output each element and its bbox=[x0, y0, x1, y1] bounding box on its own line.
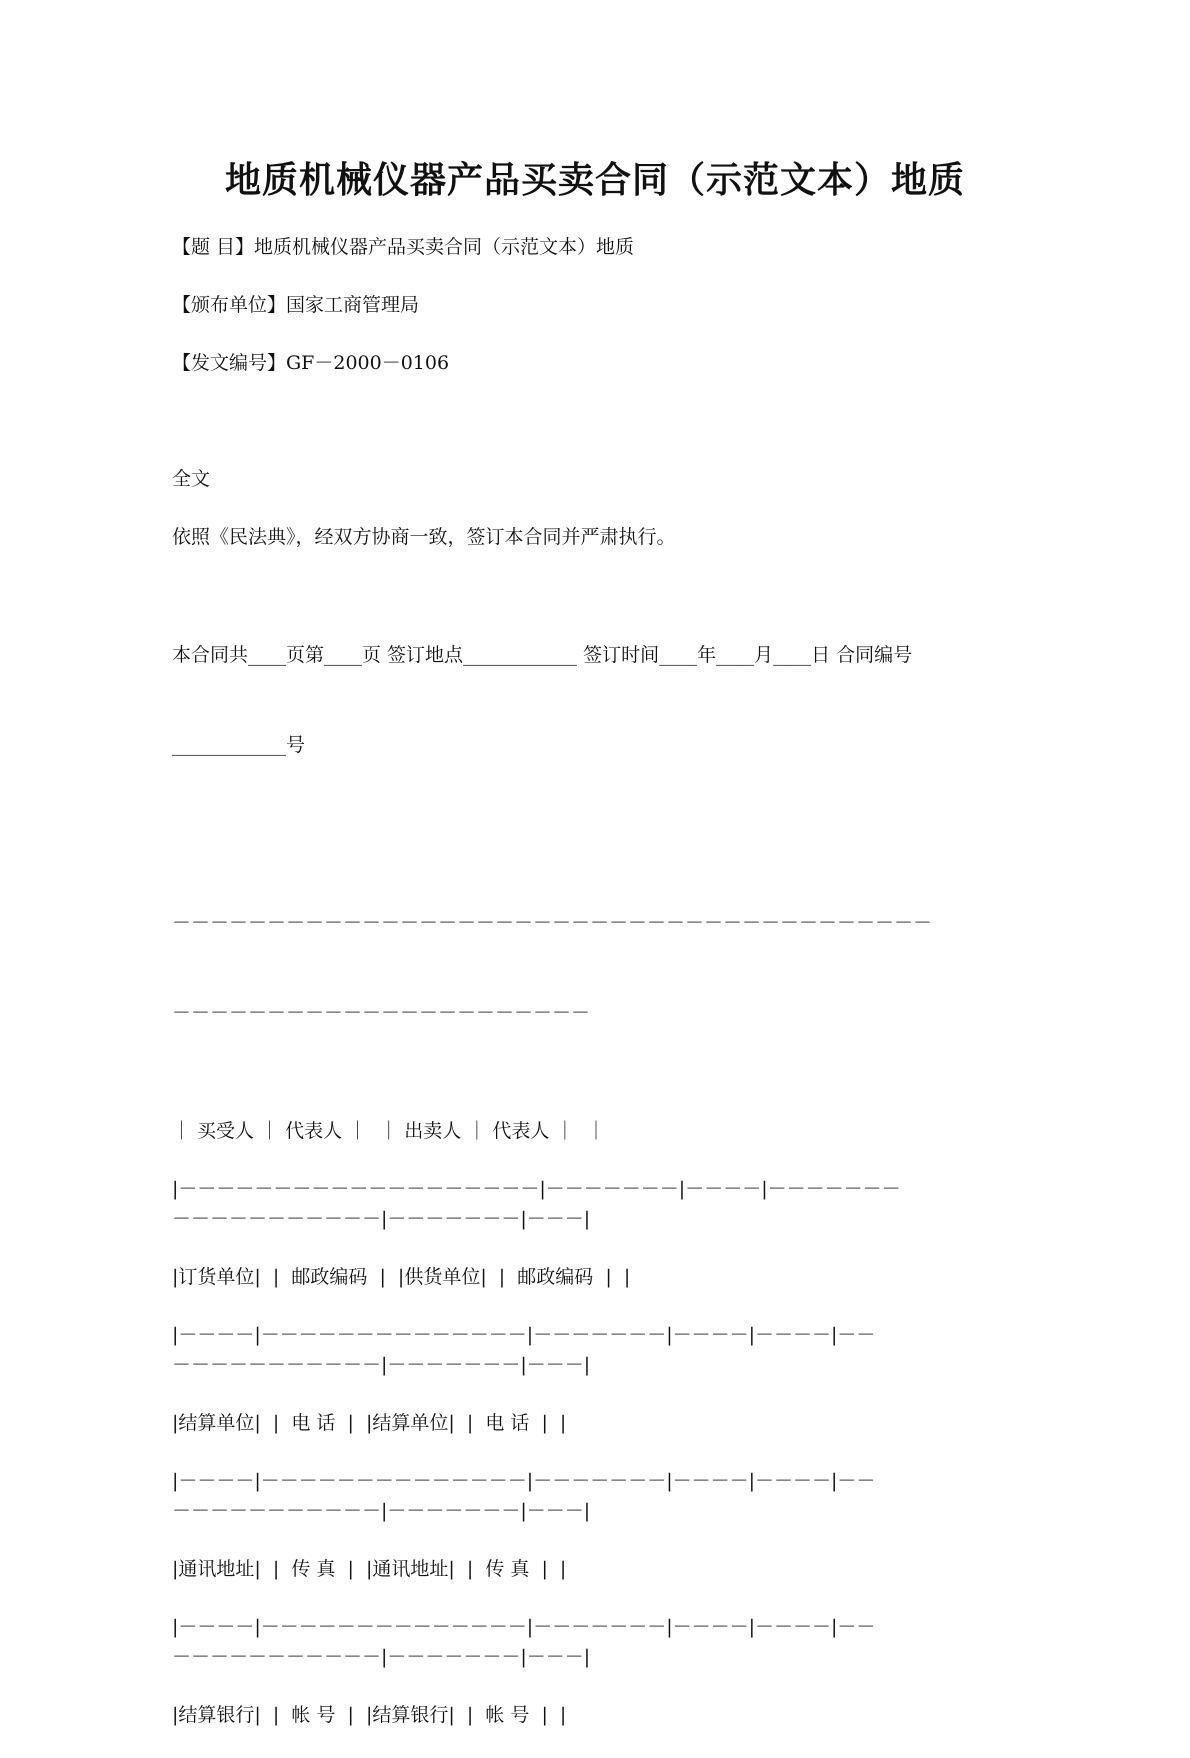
doc-number-line: 【发文编号】GF－2000－0106 bbox=[172, 352, 450, 374]
table-row-line: －－－－－－－－－－－|－－－－－－－|－－－| bbox=[172, 1354, 591, 1376]
table-row-line: |－－－－－－－－－－－－－－－－－－－|－－－－－－－|－－－－|－－－－－－－ bbox=[172, 1178, 901, 1200]
contract-header-line: ____________号 bbox=[172, 734, 306, 756]
rule-paragraph bbox=[172, 848, 952, 1088]
rule-line: －－－－－－－－－－－－－－－－－－－－－－ bbox=[172, 1002, 591, 1024]
table-row bbox=[172, 1116, 952, 1146]
subject-line: 【题 目】地质机械仪器产品买卖合同（示范文本）地质 bbox=[172, 236, 635, 258]
table-row-line: |订货单位| | 邮政编码 | |供货单位| | 邮政编码 | | bbox=[172, 1266, 631, 1288]
table-separator bbox=[172, 1174, 952, 1234]
table-row-line: |通讯地址| | 传 真 | |通讯地址| | 传 真 | | bbox=[172, 1558, 567, 1580]
table-row-line: |结算单位| | 电 话 | |结算单位| | 电 话 | | bbox=[172, 1412, 567, 1434]
table-row-line: |－－－－|－－－－－－－－－－－－－－|－－－－－－－|－－－－|－－－－|－－ bbox=[172, 1616, 876, 1638]
table-row-line: |－－－－|－－－－－－－－－－－－－－|－－－－－－－|－－－－|－－－－|－－ bbox=[172, 1324, 876, 1346]
table-separator bbox=[172, 1320, 952, 1380]
table-row-line: －－－－－－－－－－－|－－－－－－－|－－－| bbox=[172, 1208, 591, 1230]
table-row-line: －－－－－－－－－－－|－－－－－－－|－－－| bbox=[172, 1500, 591, 1522]
table-row bbox=[172, 1700, 952, 1730]
table-row-line: －－－－－－－－－－－|－－－－－－－|－－－| bbox=[172, 1646, 591, 1668]
table-row-line: ｜ 买受人 ｜ 代表人 ｜ ｜ 出卖人 ｜ 代表人 ｜ ｜ bbox=[172, 1120, 606, 1142]
contract-header-line: 本合同共____页第____页 签订地点____________ 签订时间____年____月____日 合同编号 bbox=[172, 644, 913, 666]
document-body bbox=[172, 232, 952, 1730]
intro-paragraph: 依照《民法典》，经双方协商一致，签订本合同并严肃执行。 bbox=[172, 526, 676, 548]
document-title: 地质机械仪器产品买卖合同（示范文本）地质 bbox=[224, 160, 965, 201]
table-separator bbox=[172, 1466, 952, 1526]
table-row bbox=[172, 1554, 952, 1584]
rule-line: －－－－－－－－－－－－－－－－－－－－－－－－－－－－－－－－－－－－－－－－ bbox=[172, 912, 933, 934]
table-row bbox=[172, 1262, 952, 1292]
contract-header-paragraph bbox=[172, 580, 952, 820]
table-row bbox=[172, 1408, 952, 1438]
table-row-line: |－－－－|－－－－－－－－－－－－－－|－－－－－－－|－－－－|－－－－|－－ bbox=[172, 1470, 876, 1492]
table-row-line: |结算银行| | 帐 号 | |结算银行| | 帐 号 | | bbox=[172, 1704, 567, 1726]
issuer-line: 【颁布单位】国家工商管理局 bbox=[172, 294, 420, 316]
fulltext-label: 全文 bbox=[172, 468, 211, 490]
table-separator bbox=[172, 1612, 952, 1672]
